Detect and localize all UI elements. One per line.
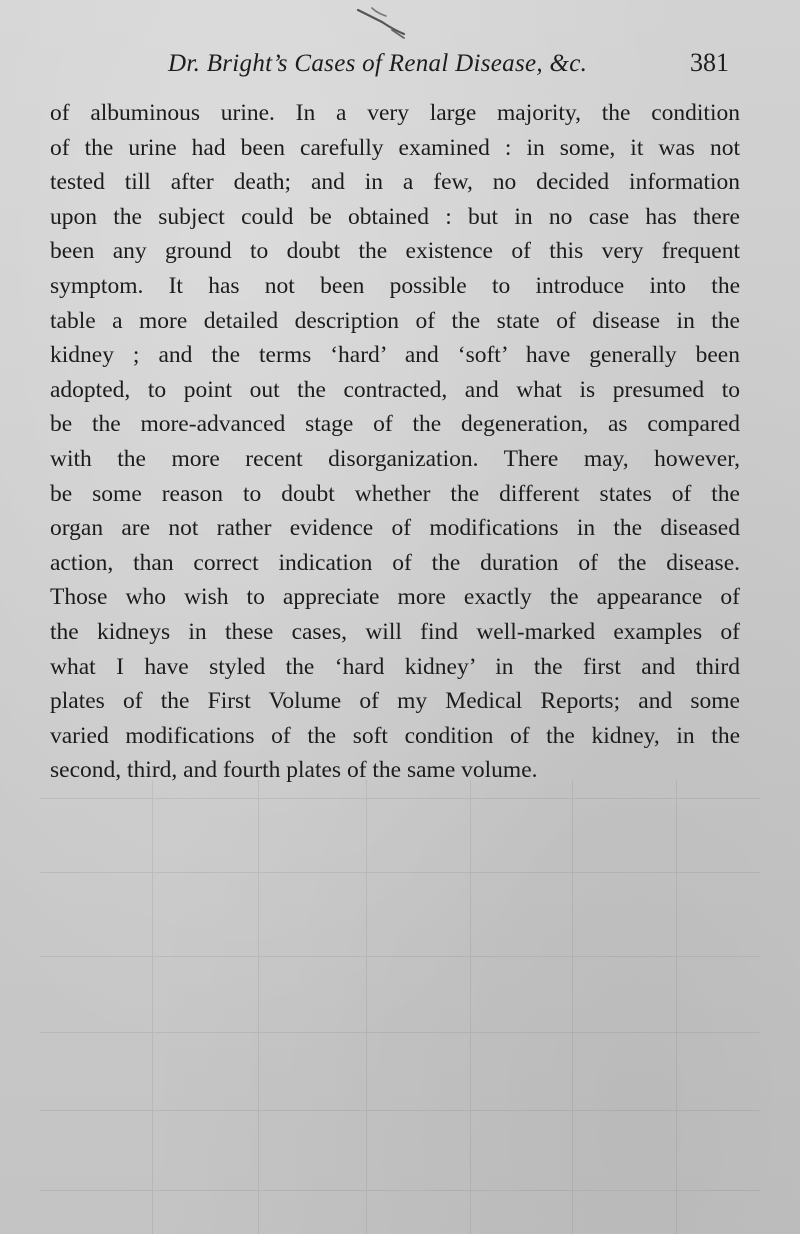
text-line: been any ground to doubt the existence of this very frequent — [50, 238, 740, 265]
text-line: the kidneys in these cases, will find well-marked examples of — [50, 618, 740, 645]
text-line: plates of the First Volume of my Medical Reports; and some — [50, 688, 740, 715]
text-line: of the urine had been carefully examined : in some, it was not — [50, 134, 740, 161]
text-line: what I have styled the ‘hard kidney’ in the first and third — [50, 653, 740, 680]
text-line: table a more detailed description of the state of disease in the — [50, 307, 740, 334]
text-line: symptom. It has not been possible to introduce into the — [50, 272, 740, 299]
body-paragraph — [50, 96, 740, 788]
text-line: Those who wish to appreciate more exactly the appearance of — [50, 584, 740, 611]
binding-mark — [352, 4, 412, 44]
text-line: varied modifications of the soft condition of the kidney, in the — [50, 722, 740, 749]
text-line: organ are not rather evidence of modifications in the diseased — [50, 515, 740, 542]
text-line: upon the subject could be obtained : but in no case has there — [50, 203, 740, 230]
text-line: adopted, to point out the contracted, and what is presumed to — [50, 376, 740, 403]
text-line: second, third, and fourth plates of the same volume. — [50, 757, 538, 784]
page-header — [0, 46, 800, 86]
text-line: be some reason to doubt whether the different states of the — [50, 480, 740, 507]
show-through-table — [0, 780, 800, 1234]
page-number: 381 — [690, 48, 729, 77]
text-line: kidney ; and the terms ‘hard’ and ‘soft’ have generally been — [50, 342, 740, 369]
running-head: Dr. Bright’s Cases of Renal Disease, &c. — [168, 50, 588, 77]
text-line: with the more recent disorganization. There may, however, — [50, 445, 740, 472]
text-line: be the more-advanced stage of the degeneration, as compared — [50, 411, 740, 438]
text-line: of albuminous urine. In a very large majority, the condition — [50, 100, 740, 126]
text-line: tested till after death; and in a few, no decided information — [50, 169, 740, 196]
text-line: action, than correct indication of the duration of the disease. — [50, 549, 740, 576]
